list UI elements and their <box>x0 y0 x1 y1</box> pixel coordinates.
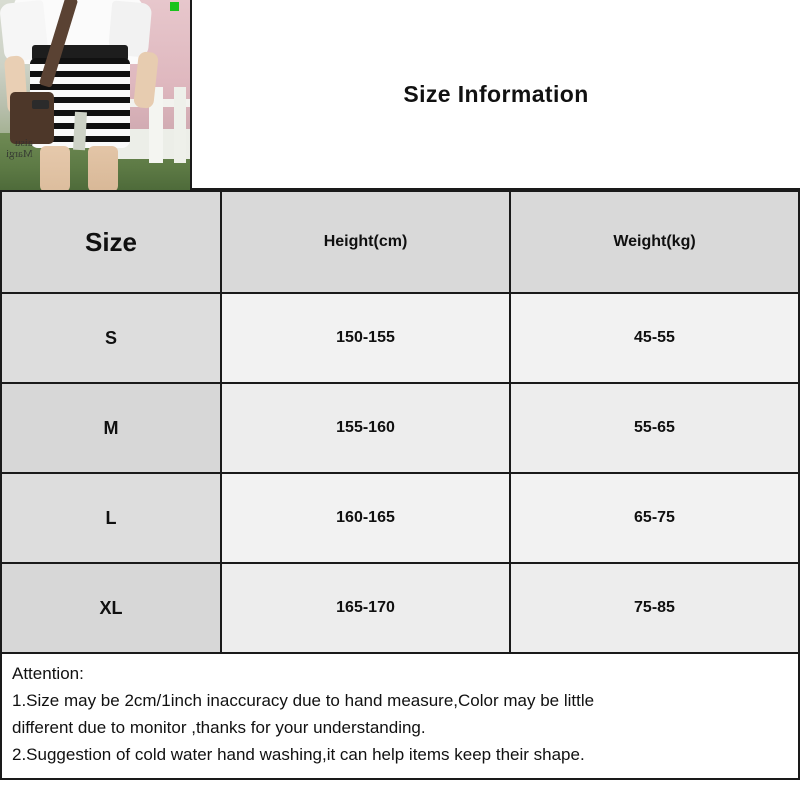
table-row <box>1 473 799 563</box>
header-band <box>0 0 800 190</box>
attention-line-2: different due to monitor ,thanks for your understanding. <box>12 718 426 737</box>
cell-height: 150-155 <box>221 293 510 383</box>
photo-leg-right <box>88 146 118 190</box>
photo-post-right <box>174 87 186 163</box>
attention-line-3: 2.Suggestion of cold water hand washing,it can help items keep their shape. <box>12 745 585 764</box>
title-cell <box>190 0 800 188</box>
size-table-body <box>1 293 799 653</box>
cell-size: S <box>1 293 221 383</box>
table-header-row <box>1 191 799 293</box>
cell-weight: 65-75 <box>510 473 799 563</box>
column-header-weight: Weight(kg) <box>510 191 799 293</box>
page-title: Size Information <box>403 80 589 107</box>
cell-weight: 75-85 <box>510 563 799 653</box>
table-row <box>1 383 799 473</box>
cell-size: L <box>1 473 221 563</box>
photo-overlay-text-line1: aisu <box>14 137 33 149</box>
attention-heading: Attention: <box>12 664 84 683</box>
product-photo <box>0 0 190 190</box>
size-table-head <box>1 191 799 293</box>
cell-height: 155-160 <box>221 383 510 473</box>
cell-size: M <box>1 383 221 473</box>
column-header-height: Height(cm) <box>221 191 510 293</box>
photo-overlay-text-line2: Margi <box>6 148 33 160</box>
cell-size: XL <box>1 563 221 653</box>
cell-weight: 55-65 <box>510 383 799 473</box>
size-table <box>0 190 800 654</box>
attention-line-1: 1.Size may be 2cm/1inch inaccuracy due to hand measure,Color may be little <box>12 691 595 710</box>
green-marker-icon <box>170 2 179 11</box>
column-header-size: Size <box>1 191 221 293</box>
photo-leg-gap <box>73 112 87 151</box>
table-row <box>1 563 799 653</box>
cell-weight: 45-55 <box>510 293 799 383</box>
photo-watch <box>32 100 49 109</box>
attention-block <box>0 654 800 780</box>
cell-height: 160-165 <box>221 473 510 563</box>
cell-height: 165-170 <box>221 563 510 653</box>
photo-leg-left <box>40 146 70 190</box>
photo-overlay-text <box>6 138 33 160</box>
table-row <box>1 293 799 383</box>
